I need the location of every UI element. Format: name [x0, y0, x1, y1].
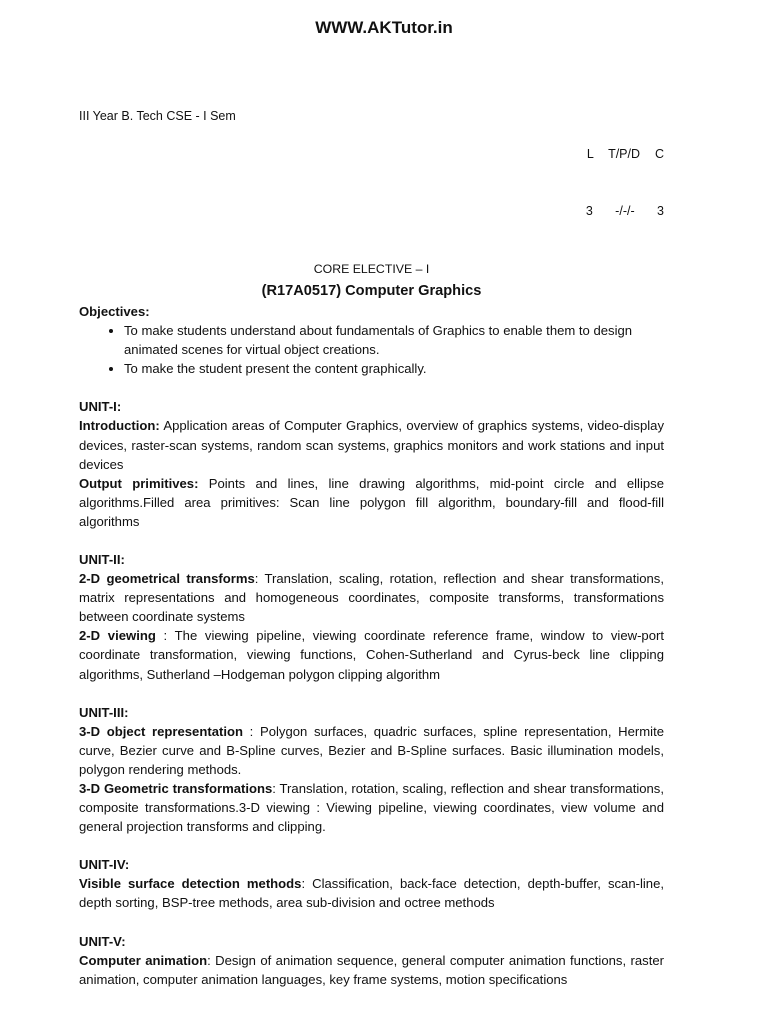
unit-heading: UNIT-IV: — [79, 857, 130, 873]
elective-label: CORE ELECTIVE – I — [313, 261, 430, 276]
unit-topic — [79, 416, 664, 473]
unit-topic — [79, 874, 664, 912]
objectives-heading: Objectives: — [79, 303, 150, 319]
objective-item: • To make students understand about fundamentals of Graphics to enable them to design animated scenes for virtual object creations. — [124, 321, 664, 359]
year-semester: III Year B. Tech CSE - I Sem — [79, 109, 236, 123]
topic-text: : The viewing pipeline, viewing coordinate reference frame, window to view-port coordinate transformation, viewing functions, Cohen-Sutherland and Cyrus-beck line clipping algorithms, Sutherland –Hodgeman polygon clipping algorithm — [79, 628, 664, 682]
ltpc-values: 3 -/-/- 3 — [585, 204, 664, 219]
course-title: (R17A0517) Computer Graphics — [261, 282, 482, 299]
ltpc-table — [586, 107, 664, 260]
unit-topic — [79, 569, 664, 626]
course-meta-row — [79, 107, 664, 260]
topic-title: Introduction: — [79, 418, 160, 434]
topic-title: 2-D viewing — [79, 628, 156, 644]
ltpc-header: L T/P/D C — [586, 147, 664, 162]
unit-topic — [79, 626, 664, 683]
objective-item: • To make the student present the content graphically. — [124, 359, 664, 378]
topic-text: : Classification, back-face detection, depth-buffer, scan-line, depth sorting, BSP-tree methods, area sub-division and octree methods — [79, 876, 664, 911]
topic-title: 2-D geometrical transforms — [79, 571, 255, 587]
unit-heading: UNIT-V: — [79, 933, 126, 949]
topic-text: : Polygon surfaces, quadric surfaces, spline representation, Hermite curve, Bezier curve and B-Spline curves, Bezier and B-Spline surfaces. Basic illumination models, polygon rendering methods. — [79, 723, 664, 777]
topic-text: Points and lines, line drawing algorithms, mid-point circle and ellipse algorithms.Filled area primitives: Scan line polygon fill algorithm, boundary-fill and flood-fill algorithms — [79, 475, 664, 529]
topic-text: Application areas of Computer Graphics, overview of graphics systems, video-display devices, raster-scan systems, random scan systems, graphics monitors and work stations and input devices — [79, 418, 664, 472]
topic-text: : Translation, scaling, rotation, reflection and shear transformations, matrix representations and homogeneous coordinates, composite transforms, transformations between coordinate systems — [79, 571, 664, 625]
unit-topic — [79, 779, 664, 836]
topic-title: 3-D object representation — [79, 723, 243, 739]
topic-text: : Design of animation sequence, general computer animation functions, raster animation, computer animation languages, key frame systems, motion specifications — [79, 952, 664, 987]
unit-heading: UNIT-II: — [79, 551, 125, 567]
topic-title: 3-D Geometric transformations — [79, 781, 273, 796]
topic-title: Output primitives: — [79, 475, 199, 491]
unit-heading: UNIT-III: — [79, 704, 129, 720]
topic-title: Visible surface detection methods — [79, 876, 302, 892]
objectives-list — [79, 321, 664, 378]
unit-topic — [79, 722, 664, 779]
unit-topic — [79, 951, 664, 989]
unit-topic — [79, 474, 664, 531]
site-header: WWW.AKTutor.in — [315, 18, 453, 37]
unit-heading: UNIT-I: — [79, 399, 122, 415]
syllabus-page — [79, 107, 664, 989]
topic-title: Computer animation — [79, 952, 208, 968]
topic-text: : Translation, rotation, scaling, reflection and shear transformations, composite transformations.3-D viewing : Viewing pipeline, viewing coordinates, view volume and general projection transforms and clipping. — [79, 781, 664, 835]
